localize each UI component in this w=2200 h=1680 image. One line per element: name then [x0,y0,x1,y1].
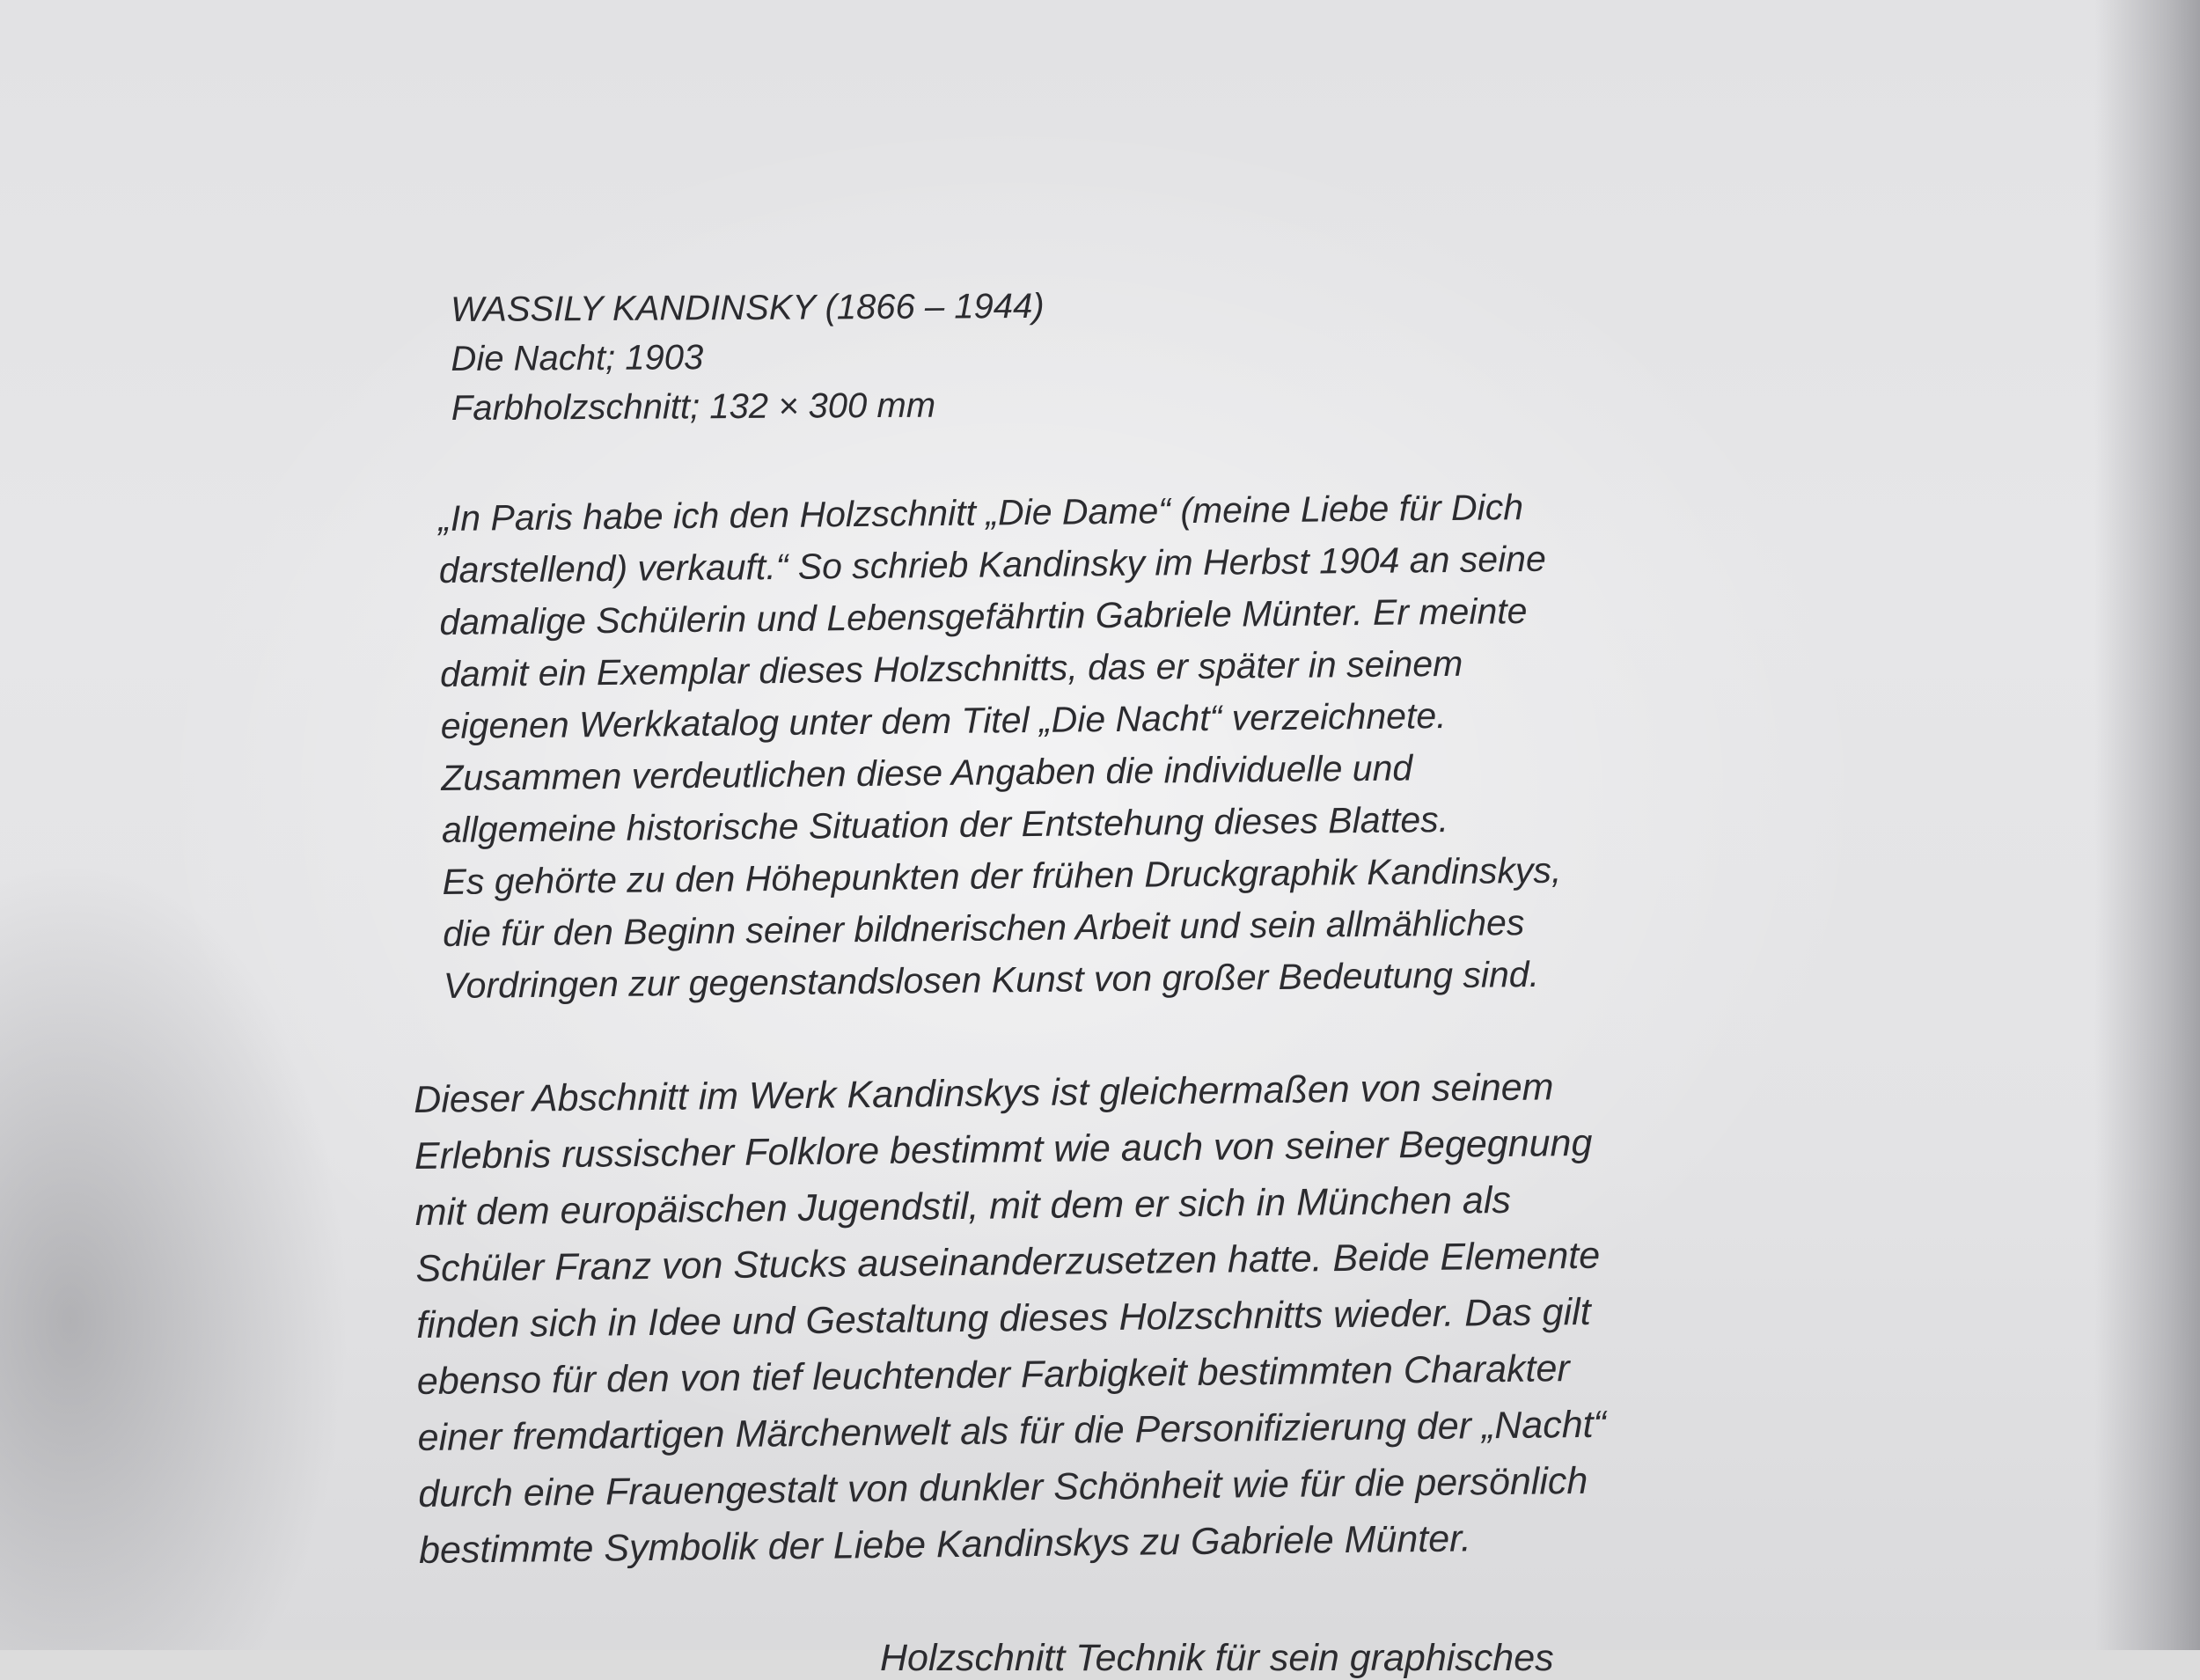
text-line: bestimmte Symbolik der Liebe Kandinskys zu Gabriele Münter. [418,1517,1472,1572]
text-line: Es gehörte zu den Höhepunkten der frühen Druckgraphik Kandinskys, [442,849,1562,902]
text-line: eigenen Werkkatalog unter dem Titel „Die Nacht“ verzeichnete. [440,695,1447,746]
text-line: Zusammen verdeutlichen diese Angaben die individuelle und [441,747,1413,798]
text-line: damit ein Exemplar dieses Holzschnitts, das er später in seinem [439,642,1463,694]
artist-name: WASSILY KANDINSKY (1866 – 1944) [451,286,1045,329]
cut-off-line [0,1637,2200,1679]
artwork-technique: Farbholzschnitt; 132 × 300 mm [451,385,936,428]
text-line: mit dem europäischen Jugendstil, mit dem er sich in München als [414,1178,1512,1234]
text-line: die für den Beginn seiner bildnerischen Arbeit und sein allmähliches [442,902,1525,954]
text-line: durch eine Frauengestalt von dunkler Schönheit wie für die persönlich [418,1459,1588,1515]
artwork-title-year: Die Nacht; 1903 [451,338,704,378]
text-line: damalige Schülerin und Lebensgefährtin Gabriele Münter. Er meinte [439,591,1528,642]
text-line: ebenso für den von tief leuchtender Farbigkeit bestimmten Charakter [416,1347,1570,1403]
text-line: Schüler Franz von Stucks auseinanderzusetzen hatte. Beide Elemente [415,1234,1601,1290]
text-line: darstellend) verkauft.“ So schrieb Kandinsky im Herbst 1904 an seine [438,538,1546,591]
text-line: Vordringen zur gegenstandslosen Kunst von großer Bedeutung sind. [443,953,1540,1006]
text-line: allgemeine historische Situation der Entstehung dieses Blattes. [441,798,1449,850]
hand-shadow [0,528,378,1650]
page-gutter-shadow [2094,0,2200,1650]
text-line: Erlebnis russischer Folklore bestimmt wie auch von seiner Begegnung [414,1121,1593,1177]
cut-off-text: Holzschnitt Technik für sein graphisches [880,1637,1554,1679]
text-line: einer fremdartigen Märchenwelt als für die Personifizierung der „Nacht“ [417,1403,1607,1459]
text-line: Dieser Abschnitt im Werk Kandinskys ist gleichermaßen von seinem [414,1066,1554,1121]
text-line: finden sich in Idee und Gestaltung dieses Holzschnitts wieder. Das gilt [415,1290,1591,1346]
text-line: „In Paris habe ich den Holzschnitt „Die Dame“ (meine Liebe für Dich [438,487,1524,539]
